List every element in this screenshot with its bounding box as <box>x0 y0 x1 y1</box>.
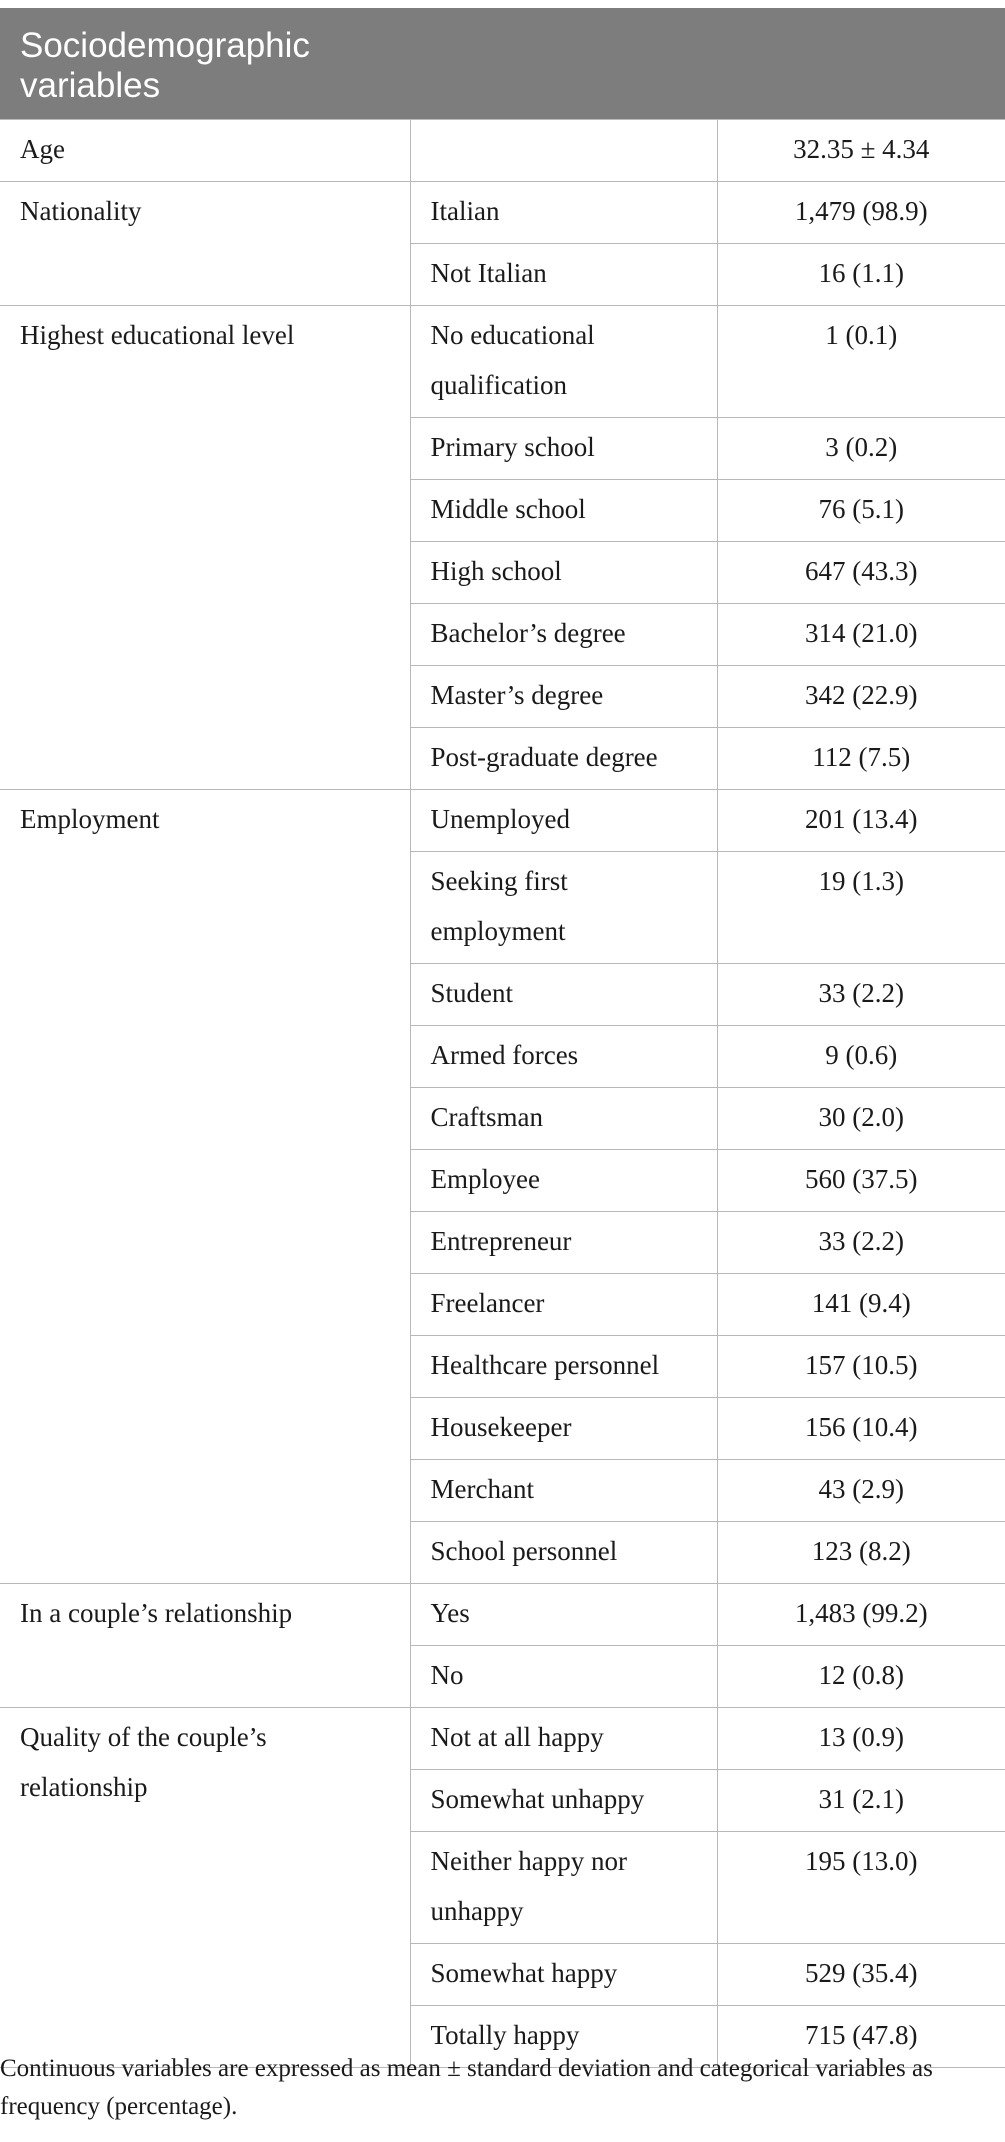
value-cell: 16 (1.1) <box>717 244 1005 306</box>
variable-label: Age <box>0 120 410 182</box>
value-cell: 30 (2.0) <box>717 1088 1005 1150</box>
value-cell: 112 (7.5) <box>717 728 1005 790</box>
category-cell: Master’s degree <box>410 666 717 728</box>
category-cell: Craftsman <box>410 1088 717 1150</box>
variable-label: Highest educational level <box>0 306 410 790</box>
table-row <box>0 790 1005 852</box>
variable-label: Quality of the couple’s relationship <box>0 1708 410 2068</box>
value-cell: 76 (5.1) <box>717 480 1005 542</box>
value-cell: 715 (47.8) <box>717 2006 1005 2068</box>
value-cell: 342 (22.9) <box>717 666 1005 728</box>
category-cell: No <box>410 1646 717 1708</box>
variable-label: In a couple’s relationship <box>0 1584 410 1708</box>
value-cell: 19 (1.3) <box>717 852 1005 964</box>
category-cell: High school <box>410 542 717 604</box>
value-cell: 1,479 (98.9) <box>717 182 1005 244</box>
value-cell: 529 (35.4) <box>717 1944 1005 2006</box>
value-cell: 9 (0.6) <box>717 1026 1005 1088</box>
category-cell <box>410 120 717 182</box>
category-cell: Not Italian <box>410 244 717 306</box>
table-header-cell: Sociodemographic variables <box>0 8 410 120</box>
value-cell: 3 (0.2) <box>717 418 1005 480</box>
category-cell: Post-graduate degree <box>410 728 717 790</box>
value-cell: 157 (10.5) <box>717 1336 1005 1398</box>
table-row <box>0 120 1005 182</box>
value-cell: 13 (0.9) <box>717 1708 1005 1770</box>
category-cell: Bachelor’s degree <box>410 604 717 666</box>
value-cell: 314 (21.0) <box>717 604 1005 666</box>
category-cell: Entrepreneur <box>410 1212 717 1274</box>
value-cell: 12 (0.8) <box>717 1646 1005 1708</box>
table-row <box>0 1708 1005 1770</box>
category-cell: Totally happy <box>410 2006 717 2068</box>
table-header-blank <box>717 8 1005 120</box>
value-cell: 560 (37.5) <box>717 1150 1005 1212</box>
value-cell: 201 (13.4) <box>717 790 1005 852</box>
value-cell: 31 (2.1) <box>717 1770 1005 1832</box>
category-cell: Italian <box>410 182 717 244</box>
variable-label: Nationality <box>0 182 410 306</box>
category-cell: Primary school <box>410 418 717 480</box>
value-cell: 647 (43.3) <box>717 542 1005 604</box>
value-cell: 33 (2.2) <box>717 1212 1005 1274</box>
table-row <box>0 182 1005 244</box>
category-cell: Unemployed <box>410 790 717 852</box>
value-cell: 33 (2.2) <box>717 964 1005 1026</box>
category-cell: School personnel <box>410 1522 717 1584</box>
table-footnote: Continuous variables are expressed as mean ± standard deviation and categorical variables as frequency (percentage). <box>0 2055 933 2120</box>
category-cell: Employee <box>410 1150 717 1212</box>
category-cell: Freelancer <box>410 1274 717 1336</box>
category-cell: Somewhat happy <box>410 1944 717 2006</box>
value-cell: 43 (2.9) <box>717 1460 1005 1522</box>
table-row <box>0 1584 1005 1646</box>
category-cell: Neither happy nor unhappy <box>410 1832 717 1944</box>
category-cell: Middle school <box>410 480 717 542</box>
category-cell: Healthcare personnel <box>410 1336 717 1398</box>
category-cell: Merchant <box>410 1460 717 1522</box>
table-body <box>0 120 1005 2068</box>
value-cell: 123 (8.2) <box>717 1522 1005 1584</box>
sociodemographic-table <box>0 8 1005 2068</box>
category-cell: Armed forces <box>410 1026 717 1088</box>
category-cell: Housekeeper <box>410 1398 717 1460</box>
table-row <box>0 306 1005 418</box>
table-header-blank <box>410 8 717 120</box>
category-cell: Seeking first employment <box>410 852 717 964</box>
table-header-row <box>0 8 1005 120</box>
value-cell: 32.35 ± 4.34 <box>717 120 1005 182</box>
category-cell: Not at all happy <box>410 1708 717 1770</box>
value-cell: 156 (10.4) <box>717 1398 1005 1460</box>
value-cell: 1 (0.1) <box>717 306 1005 418</box>
variable-label: Employment <box>0 790 410 1584</box>
value-cell: 195 (13.0) <box>717 1832 1005 1944</box>
value-cell: 1,483 (99.2) <box>717 1584 1005 1646</box>
category-cell: Yes <box>410 1584 717 1646</box>
category-cell: Somewhat unhappy <box>410 1770 717 1832</box>
category-cell: No educational qualification <box>410 306 717 418</box>
category-cell: Student <box>410 964 717 1026</box>
value-cell: 141 (9.4) <box>717 1274 1005 1336</box>
